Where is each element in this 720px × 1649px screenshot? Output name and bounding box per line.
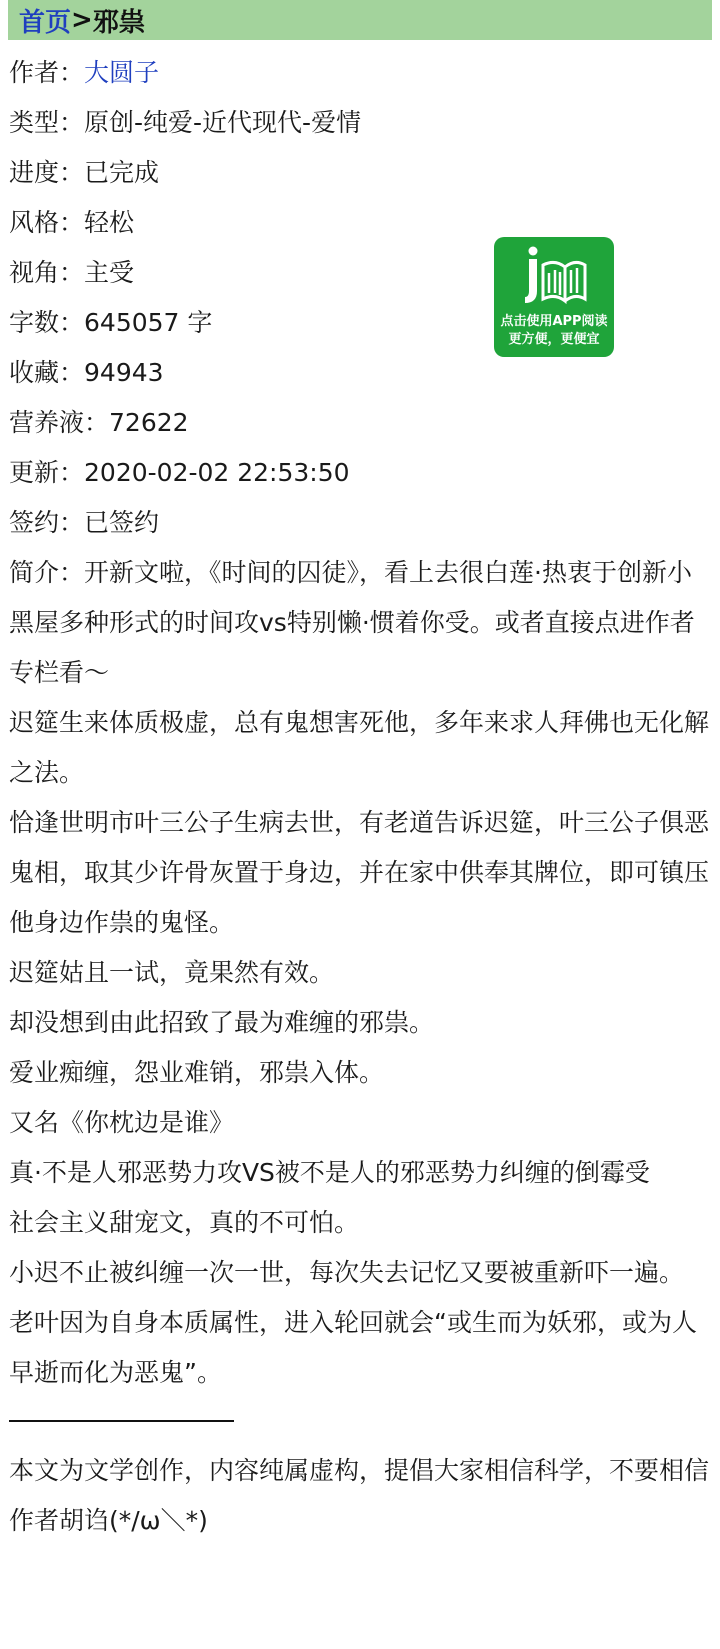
summary-paragraph: 恰逢世明市叶三公子生病去世，有老道告诉迟筵，叶三公子俱恶鬼相，取其少许骨灰置于身边，并在家中供奉其牌位，即可镇压他身边作祟的鬼怪。 xyxy=(9,808,710,937)
meta-label: 营养液： xyxy=(9,408,110,437)
meta-value: 轻松 xyxy=(84,208,135,237)
summary-paragraph: 却没想到由此招致了最为难缠的邪祟。 xyxy=(9,1008,435,1037)
meta-label: 风格： xyxy=(9,208,85,237)
meta-label: 进度： xyxy=(9,158,85,187)
page-title: 邪祟 xyxy=(92,7,145,38)
meta-value: 2020-02-02 22:53:50 xyxy=(84,458,350,487)
summary-first: 开新文啦，《时间的囚徒》，看上去很白莲·热衷于创新小黑屋多种形式的时间攻vs特别懒·惯着你受。或者直接点进作者专栏看～ xyxy=(9,558,695,687)
meta-label: 字数： xyxy=(9,308,85,337)
summary-paragraph: 迟筵姑且一试，竟果然有效。 xyxy=(9,958,335,987)
summary-paragraph: 小迟不止被纠缠一次一世，每次失去记忆又要被重新吓一遍。 xyxy=(9,1258,685,1287)
open-app-button[interactable] xyxy=(494,237,614,357)
summary-paragraph: 又名《你枕边是谁》 xyxy=(9,1108,235,1137)
meta-label: 收藏： xyxy=(9,358,85,387)
meta-label: 作者： xyxy=(9,58,85,87)
summary-paragraph: 爱业痴缠，怨业难销，邪祟入体。 xyxy=(9,1058,385,1087)
meta-label: 类型： xyxy=(9,108,85,137)
author-link[interactable]: 大圆子 xyxy=(84,58,160,87)
meta-label: 签约： xyxy=(9,508,85,537)
breadcrumb-separator: > xyxy=(71,5,93,35)
summary-paragraph: 真·不是人邪恶势力攻VS被不是人的邪恶势力纠缠的倒霉受 xyxy=(9,1158,650,1187)
book-logo-icon xyxy=(519,243,589,313)
meta-progress xyxy=(9,148,709,198)
meta-genre xyxy=(9,98,709,148)
meta-signed xyxy=(9,498,709,548)
app-badge-line1: 点击使用APP阅读 xyxy=(500,314,608,329)
summary-paragraph: 老叶因为自身本质属性，进入轮回就会“或生而为妖邪，或为人早逝而化为恶鬼”。 xyxy=(9,1308,697,1387)
summary-intro xyxy=(9,548,709,698)
meta-nutrient xyxy=(9,398,709,448)
meta-value: 72622 xyxy=(109,408,189,437)
summary-label: 简介： xyxy=(9,558,85,587)
breadcrumb xyxy=(8,0,712,40)
meta-value: 已完成 xyxy=(84,158,160,187)
meta-value: 原创-纯爱-近代现代-爱情 xyxy=(84,108,362,137)
meta-label: 视角： xyxy=(9,258,85,287)
summary-paragraph: 社会主义甜宠文，真的不可怕。 xyxy=(9,1208,360,1237)
meta-value: 已签约 xyxy=(84,508,160,537)
app-badge-line2: 更方便，更便宜 xyxy=(508,332,600,347)
meta-value: 645057 字 xyxy=(84,308,213,337)
divider xyxy=(9,1420,234,1422)
breadcrumb-home-link[interactable]: 首页 xyxy=(19,7,72,38)
meta-value: 94943 xyxy=(84,358,164,387)
meta-value: 主受 xyxy=(84,258,135,287)
meta-label: 更新： xyxy=(9,458,85,487)
meta-author xyxy=(9,48,709,98)
summary-paragraph: 迟筵生来体质极虚，总有鬼想害死他，多年来求人拜佛也无化解之法。 xyxy=(9,708,710,787)
meta-updated xyxy=(9,448,709,498)
summary-footer: 本文为文学创作，内容纯属虚构，提倡大家相信科学，不要相信作者胡诌(*/ω＼*) xyxy=(9,1456,710,1535)
